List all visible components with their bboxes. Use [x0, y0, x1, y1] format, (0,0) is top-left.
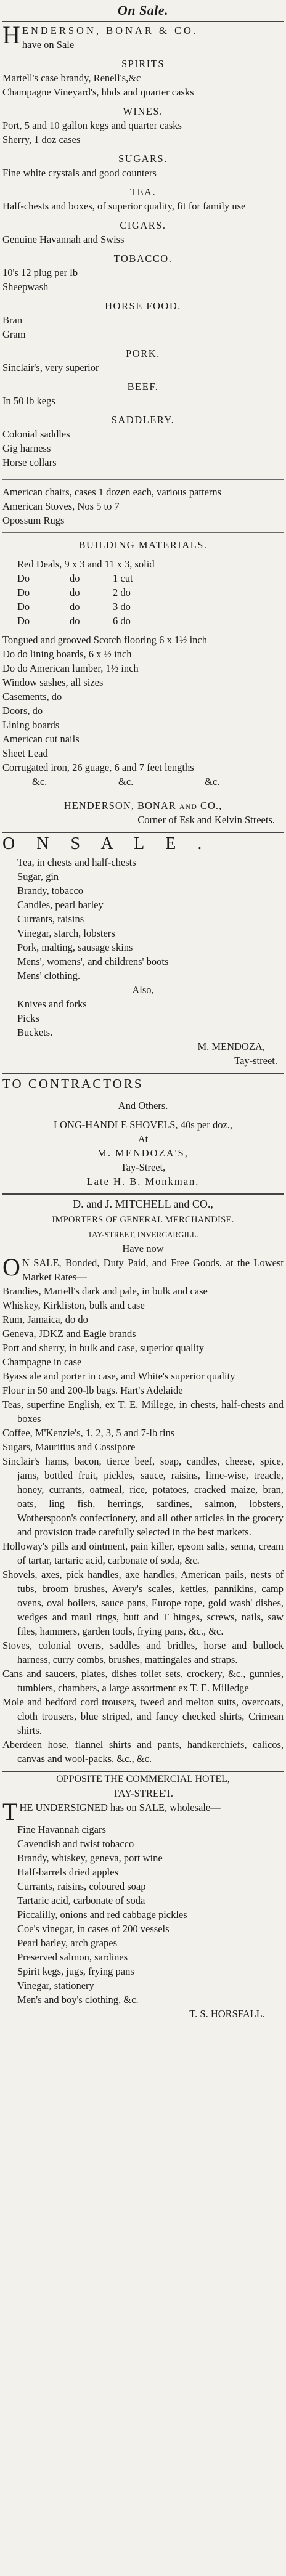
list-item: Do do lining boards, 6 x ½ inch: [2, 648, 132, 660]
category-title: SUGARS.: [118, 153, 168, 165]
list-item: American cut nails: [2, 733, 80, 745]
list-item: Holloway's pills and ointment, pain killer, epsom salts, senna, cream of tartar, tartaric acid, carbonate of soda, &c.: [2, 1540, 284, 1566]
list-item: Colonial saddles: [2, 428, 70, 440]
category-title: SPIRITS: [121, 58, 165, 70]
ditto-cell: Do: [17, 601, 30, 612]
list-item: Coffee, M'Kenzie's, 1, 2, 3, 5 and 7-lb tins: [2, 1427, 175, 1439]
list-item: Martell's case brandy, Renell's,&c: [2, 72, 141, 84]
building-title: BUILDING MATERIALS.: [78, 539, 208, 551]
deals-row: [2, 599, 284, 614]
mendoza-heading: O N S A L E .: [2, 834, 211, 853]
list-item: Fine white crystals and good counters: [2, 167, 157, 179]
ditto-cell: do: [70, 601, 80, 612]
list-item: Aberdeen hose, flannel shirts and pants, handkerchiefs, calicos, canvas and wool-packs, &c., &c.: [2, 1739, 284, 1765]
list-item: Half-chests and boxes, of superior quality, fit for family use: [2, 200, 246, 212]
horsfall-street: TAY-STREET.: [112, 1787, 174, 1799]
category-title: CIGARS.: [120, 219, 166, 231]
list-item: Knives and forks: [17, 998, 87, 1010]
mitchell-address: TAY-STREET, INVERCARGILL.: [88, 1230, 198, 1239]
henderson-sections: [2, 52, 284, 469]
contractors-firm: M. MENDOZA'S,: [97, 1147, 189, 1159]
list-item: Sinclair's hams, bacon, tierce beef, soap, candles, cheese, spice, jams, bottled fruit, pickles, sauce, raisins, lime-wise, treacle, honey, currants, oatmeal, rice, potatoes, cracked maize, bran, oats, ling fish, herrings, sardines, salmon, lobsters, Wotherspoon's confectionery, and all other articles in the grocery and provision trade carefully selected in the best markets.: [2, 1455, 284, 1538]
list-item: Champagne in case: [2, 1356, 82, 1368]
have-now: Have now: [122, 1243, 164, 1254]
category-title: BEEF.: [127, 381, 159, 392]
list-item: American Stoves, Nos 5 to 7: [2, 500, 120, 512]
list-item: Buckets.: [17, 1026, 53, 1038]
ditto-cell: do: [70, 587, 80, 598]
list-item: Men's and boy's clothing, &c.: [17, 1994, 139, 2005]
etc-mark: &c.: [205, 776, 220, 787]
list-item: Whiskey, Kirkliston, bulk and case: [2, 1299, 145, 1311]
contractors-street: Tay-Street,: [120, 1161, 166, 1173]
ditto-cell: 2 do: [113, 587, 131, 598]
also-label: Also,: [132, 984, 154, 996]
list-item: Sherry, 1 doz cases: [2, 134, 81, 145]
list-item: Preserved salmon, sardines: [17, 1951, 128, 1963]
list-item: Lining boards: [2, 719, 60, 731]
list-item: Currants, raisins, coloured soap: [17, 1880, 146, 1892]
list-item: Spirit kegs, jugs, frying pans: [17, 1965, 134, 1977]
mendoza-signature: M. MENDOZA,: [197, 1041, 265, 1052]
list-item: Pork, malting, sausage skins: [17, 941, 133, 953]
horsfall-signature: T. S. HORSFALL.: [189, 2008, 265, 2020]
list-item: Sinclair's, very superior: [2, 362, 99, 373]
list-item: Port and sherry, in bulk and case, superior quality: [2, 1342, 205, 1354]
category-title: WINES.: [123, 105, 163, 117]
list-item: Sugars, Mauritius and Cossipore: [2, 1441, 136, 1453]
list-item: Pearl barley, arch grapes: [17, 1937, 118, 1949]
list-item: Sheepwash: [2, 281, 49, 293]
contractors-advert: [2, 1074, 284, 1193]
horsfall-lead: HE UNDERSIGNED has on SALE, wholesale—: [19, 1802, 221, 1813]
mitchell-advert: [2, 1195, 284, 1771]
list-item: Vinegar, stationery: [17, 1980, 94, 1991]
furniture-list: [2, 485, 284, 527]
list-item: Cans and saucers, plates, dishes toilet sets, crockery, &c., gunnies, tumblers, chambers, a large assortment ex T. E. Milledge: [2, 1668, 284, 1694]
list-item: Sheet Lead: [2, 747, 48, 759]
list-item: Brandy, tobacco: [17, 885, 84, 896]
list-item: Champagne Vineyard's, hhds and quarter casks: [2, 86, 194, 98]
ditto-cell: 1 cut: [113, 572, 133, 584]
mendoza-also-items: [2, 997, 284, 1039]
ditto-cell: do: [70, 572, 80, 584]
at-label: At: [137, 1133, 149, 1145]
list-item: Candles, pearl barley: [17, 899, 104, 911]
ditto-cell: Do: [17, 615, 30, 627]
ditto-cell: 3 do: [113, 601, 131, 612]
list-item: Tartaric acid, carbonate of soda: [17, 1895, 145, 1906]
deals-row: [2, 585, 284, 599]
henderson-address: Corner of Esk and Kelvin Streets.: [137, 814, 275, 826]
list-item: Sugar, gin: [17, 871, 59, 882]
ditto-cell: do: [70, 615, 80, 627]
category-title: PORK.: [126, 347, 160, 359]
henderson-signature: HENDERSON, BONAR and CO.,: [63, 800, 223, 811]
henderson-advert: [2, 23, 284, 832]
ditto-cell: Do: [17, 587, 30, 598]
list-item: Geneva, JDKZ and Eagle brands: [2, 1328, 136, 1339]
deals-table: [2, 571, 284, 628]
deals-line: Red Deals, 9 x 3 and 11 x 3, solid: [17, 558, 155, 570]
list-item: Casements, do: [2, 691, 62, 702]
list-item: Piccalilly, onions and red cabbage pickles: [17, 1909, 187, 1920]
ditto-cell: Do: [17, 572, 30, 584]
list-item: Mens', womens', and childrens' boots: [17, 956, 169, 967]
list-item: Currants, raisins: [17, 913, 84, 925]
list-item: Rum, Jamaica, do do: [2, 1314, 88, 1325]
firm-name: ENDERSON, BONAR & CO.: [22, 25, 199, 36]
and-others: And Others.: [118, 1100, 168, 1111]
list-item: Tongued and grooved Scotch flooring 6 x 1½ inch: [2, 634, 207, 646]
list-item: Do do American lumber, 1½ inch: [2, 662, 139, 674]
list-item: 10's 12 plug per lb: [2, 267, 78, 278]
shovels-line: LONG-HANDLE SHOVELS, 40s per doz.,: [53, 1119, 233, 1131]
dropcap: O: [2, 1253, 20, 1281]
etc-mark: &c.: [118, 776, 134, 787]
list-item: Bran: [2, 314, 23, 326]
list-item: Gig harness: [2, 442, 51, 454]
list-item: Picks: [17, 1012, 39, 1024]
category-title: HORSE FOOD.: [105, 300, 181, 312]
mendoza-advert: [2, 833, 284, 1073]
etc-row: [2, 774, 284, 789]
category-title: TEA.: [129, 186, 157, 198]
deals-row: [2, 614, 284, 628]
list-item: Fine Havannah cigars: [17, 1824, 106, 1835]
list-item: Tea, in chests and half-chests: [17, 856, 136, 868]
list-item: Mens' clothing.: [17, 970, 80, 981]
horsfall-items: [2, 1822, 284, 2007]
list-item: Gram: [2, 328, 26, 340]
dropcap: T: [2, 1798, 18, 1826]
list-item: Mole and bedford cord trousers, tweed and melton suits, overcoats, cloth trousers, blue striped, and fancy checked shirts, Crimean shirts.: [2, 1696, 284, 1736]
list-item: Genuine Havannah and Swiss: [2, 234, 125, 245]
late-line: Late H. B. Monkman.: [86, 1176, 200, 1187]
category-title: TOBACCO.: [113, 253, 173, 264]
mitchell-subtitle: IMPORTERS OF GENERAL MERCHANDISE.: [52, 1215, 234, 1225]
section-headline: On Sale.: [117, 2, 169, 18]
list-item: Window sashes, all sizes: [2, 677, 104, 688]
building-items: [2, 633, 284, 774]
list-item: Corrugated iron, 26 guage, 6 and 7 feet lengths: [2, 762, 194, 773]
mitchell-lead: N SALE, Bonded, Duty Paid, and Free Goods, at the Lowest Market Rates—: [22, 1257, 284, 1283]
contractors-heading: TO CONTRACTORS: [2, 1076, 144, 1091]
deals-row: [2, 571, 284, 585]
list-item: Doors, do: [2, 705, 43, 717]
list-item: Stoves, colonial ovens, saddles and bridles, horse and bullock harness, curry combs, brushes, mattingales and straps.: [2, 1639, 284, 1665]
category-title: SADDLERY.: [111, 414, 175, 426]
dropcap: H: [2, 21, 20, 49]
list-item: Opossum Rugs: [2, 514, 65, 526]
list-item: Port, 5 and 10 gallon kegs and quarter casks: [2, 120, 182, 131]
mitchell-firm: D. and J. MITCHELL and CO.,: [73, 1198, 213, 1210]
mendoza-street: Tay-street.: [234, 1055, 277, 1067]
list-item: Brandy, whiskey, geneva, port wine: [17, 1852, 163, 1864]
list-item: Brandies, Martell's dark and pale, in bulk and case: [2, 1285, 208, 1297]
list-item: Flour in 50 and 200-lb bags. Hart's Adelaide: [2, 1384, 183, 1396]
mitchell-items: [2, 1284, 284, 1766]
list-item: Half-barrels dried apples: [17, 1866, 119, 1878]
list-item: American chairs, cases 1 dozen each, various patterns: [2, 486, 222, 498]
mendoza-items: [2, 855, 284, 983]
list-item: Teas, superfine English, ex T. E. Millege, in chests, half-chests and boxes: [2, 1399, 284, 1424]
ditto-cell: 6 do: [113, 615, 131, 627]
etc-mark: &c.: [32, 776, 47, 787]
list-item: In 50 lb kegs: [2, 395, 55, 407]
list-item: Cavendish and twist tobacco: [17, 1838, 134, 1850]
intro-text: have on Sale: [22, 39, 75, 51]
divider: [2, 21, 284, 22]
list-item: Coe's vinegar, in cases of 200 vessels: [17, 1923, 170, 1935]
list-item: Vinegar, starch, lobsters: [17, 927, 115, 939]
list-item: Byass ale and porter in case, and White's superior quality: [2, 1370, 235, 1382]
list-item: Horse collars: [2, 457, 57, 468]
hotel-line: OPPOSITE THE COMMERCIAL HOTEL,: [56, 1774, 230, 1784]
list-item: Shovels, axes, pick handles, axe handles, American pails, nests of tubs, broom brushes, Avery's scales, kettles, pannikins, camp ovens, oval boilers, sauce pans, Europe rope, gold wash' dishes, wedges and maul rings, butt and T hinges, screws, nails, saw files, hammers, garden tools, frying pans, &c., &c.: [2, 1569, 284, 1637]
horsfall-advert: [2, 1772, 284, 2021]
